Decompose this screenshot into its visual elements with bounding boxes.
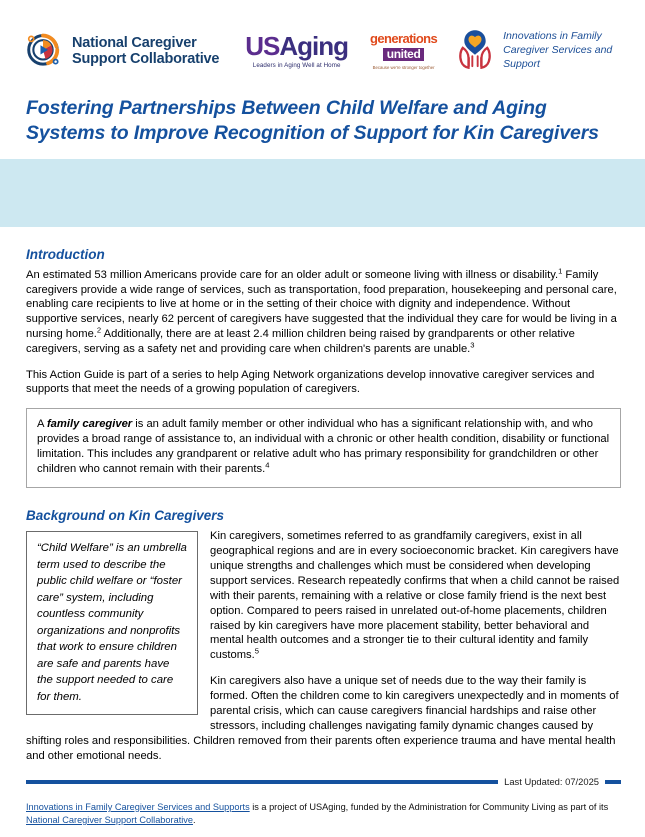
definition-text: [37, 417, 610, 477]
background-paragraph-2: Kin caregivers also have a unique set of needs due to the way their family is formed. Often the children come to kin caregivers unexpectedly and in moments of parental crisis, which can cause caregivers financial hardships and raise other stressors, including challenges navigating family dynamic changes caused by shifting roles and responsibilities. Children removed from their parents often experience trauma and have mental health and other emotional needs.: [26, 675, 619, 762]
definition-lead-a: A: [37, 418, 47, 431]
introduction-heading: Introduction: [26, 246, 105, 262]
background-heading: Background on Kin Caregivers: [26, 508, 225, 524]
usaging-tagline: Leaders in Aging Well at Home: [252, 62, 341, 69]
footer-rule-left: [26, 780, 498, 784]
header-logo-bar: [0, 0, 645, 92]
footer-link-innovations[interactable]: Innovations in Family Caregiver Services and Supports: [26, 801, 250, 812]
definition-term: family caregiver: [46, 418, 133, 431]
child-welfare-pull-quote-box: [26, 531, 198, 715]
intro-text-b: Family caregivers provide a wide range of services, such as transportation, food preparation, housekeeping and personal care, enabling care recipients to live at home or in the setting of their choice with dignity and independence. Without supportive services, nearly 62 percent of caregivers have suggested that the individual they care for would be living in a nursing home.: [26, 268, 617, 341]
page-footer: [0, 777, 645, 837]
ncsc-wordmark: National Caregiver Support Collaborative: [72, 34, 220, 67]
footnote-ref-2: 2: [96, 325, 102, 335]
logo-generations-united: [370, 32, 437, 70]
definition-lead-b: is an adult family member or other individual who has a significant relationship with, and who provides a broad range of assistance to, an individual with a chronic or other health condition, disability or functional limitation. This includes any grandparent or relative adult who has primary responsibility for grandchildren or other children who cannot remain with their parents.: [37, 418, 610, 476]
footer-note-middle: is a project of USAging, funded by the Administration for Community Living as part of its: [249, 801, 609, 812]
gu-united-text: united: [383, 48, 425, 61]
logo-usaging: [245, 33, 348, 69]
ncsc-emblem-icon: [22, 28, 64, 75]
ifcss-wordmark: Innovations in Family Caregiver Services and Support: [503, 30, 613, 70]
last-updated-label: Last Updated: 07/2025: [504, 776, 599, 788]
footnote-ref-3: 3: [470, 340, 475, 350]
background-two-column-area: [26, 529, 621, 763]
footnote-ref-5: 5: [254, 646, 259, 656]
pull-quote-text: “Child Welfare” is an umbrella term used to describe the public child welfare or “foster care” system, including countless community organizations and nonprofits that work to ensure children are safe and parents have the support needed to care for them.: [37, 542, 187, 703]
footnote-ref-4: 4: [265, 460, 270, 470]
intro-text-c: Additionally, there are at least 2.4 million children being raised by grandparents or other relative caregivers, serving as a safety net and providing care when children's parents are unable.: [26, 328, 575, 355]
gu-generations-text: generations: [370, 31, 438, 46]
main-content: [0, 247, 645, 764]
logo-innovations-family-caregiver: [455, 28, 612, 75]
introduction-paragraph-2: This Action Guide is part of a series to help Aging Network organizations develop innovative caregiver services and supports that meet the needs of a growing population of caregivers.: [26, 368, 595, 396]
hands-heart-icon: [455, 28, 495, 75]
footer-attribution-note: [26, 801, 621, 827]
footer-rule-right: [605, 780, 621, 784]
page-title: Fostering Partnerships Between Child Welfare and Aging Systems to Improve Recognition of Support for Kin Caregivers: [26, 97, 599, 144]
gu-tagline: Because we're stronger together: [372, 65, 435, 70]
footer-link-ncsc[interactable]: National Caregiver Support Collaborative: [26, 814, 193, 825]
usaging-wordmark: [245, 33, 348, 59]
footer-divider-rule: [26, 777, 621, 787]
introduction-paragraph-1: [26, 268, 621, 357]
intro-text-a: An estimated 53 million Americans provide care for an older adult or someone living with illness or disability.: [26, 268, 559, 281]
hero-banner-image: [0, 159, 645, 227]
family-caregiver-definition-box: [26, 408, 621, 488]
logo-national-caregiver-support-collaborative: [22, 28, 219, 75]
background-text-a: Kin caregivers, sometimes referred to as grandfamily caregivers, exist in all geographical regions and are in every socioeconomic bracket. Kin caregivers have unique strengths and challenges which must be considered when developing support services. Research repeatedly confirms that when a child cannot be raised with their parents, remaining with a relative or close family friend is the next best option. Compared to peers raised in unrelated out-of-home placements, children raised by kin caregivers have more placement stability, better behavioral and mental health outcomes and a stronger tie to their cultural identity and family customs.: [210, 530, 620, 662]
footer-note-end: .: [193, 814, 196, 825]
footnote-ref-1: 1: [558, 266, 563, 276]
usaging-aging-text: Aging: [279, 31, 349, 61]
usaging-us-text: US: [245, 31, 280, 61]
